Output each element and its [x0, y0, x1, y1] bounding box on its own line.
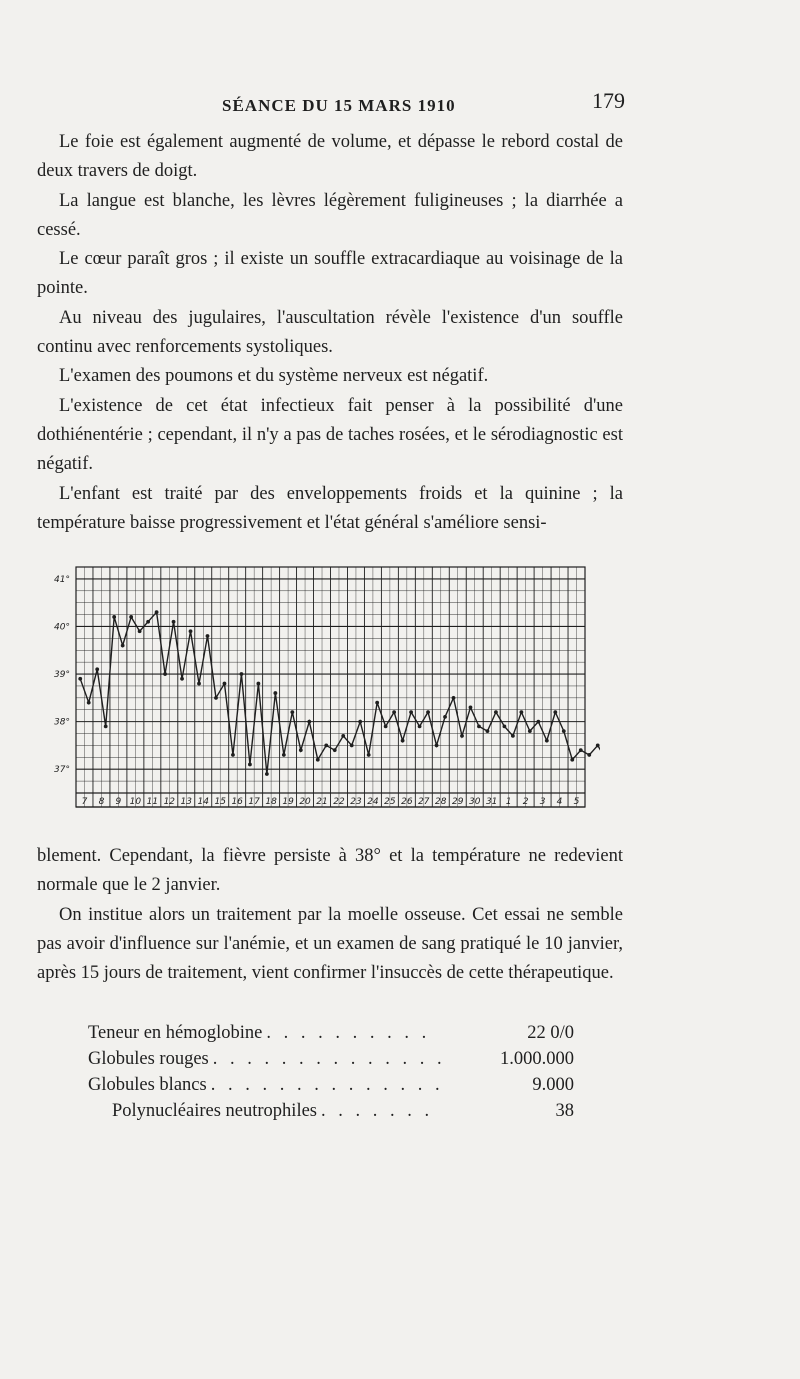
- temperature-point: [486, 729, 490, 733]
- temperature-point: [214, 696, 218, 700]
- temperature-point: [248, 763, 252, 767]
- temperature-point: [172, 620, 176, 624]
- day-tick-label: 30: [468, 797, 481, 807]
- day-tick-label: 13: [180, 797, 193, 807]
- temperature-point: [299, 748, 303, 752]
- day-tick-label: 21: [316, 797, 328, 807]
- temperature-point: [562, 729, 566, 733]
- day-tick-label: 27: [418, 797, 430, 807]
- day-tick-label: 29: [452, 797, 464, 807]
- day-tick-label: 1: [505, 797, 512, 807]
- temperature-point: [375, 701, 379, 705]
- leader-dots: . . . . . . .: [321, 1101, 434, 1121]
- lab-value: 38: [555, 1101, 574, 1121]
- temperature-point: [536, 720, 540, 724]
- day-tick-label: 23: [350, 797, 362, 807]
- temperature-point: [519, 710, 523, 714]
- page-header: [0, 88, 800, 122]
- paragraph: Le cœur paraît gros ; il existe un souffle extracardiaque au voisinage de la pointe.: [37, 249, 623, 299]
- day-tick-label: 5: [573, 797, 580, 807]
- temperature-point: [553, 710, 557, 714]
- running-title: SÉANCE DU 15 MARS 1910: [222, 96, 456, 115]
- paragraph: Le foie est également augmenté de volume, et dépasse le rebord costal de deux travers de doigt.: [37, 132, 623, 182]
- temperature-point: [231, 753, 235, 757]
- temperature-point: [146, 620, 150, 624]
- day-tick-label: 28: [435, 797, 447, 807]
- temperature-point: [409, 710, 413, 714]
- temperature-point: [95, 667, 99, 671]
- body-text-top: [37, 128, 623, 538]
- paragraph-continuation: blement. Cependant, la fièvre persiste à 38° et la température ne redevient normale que le 2 janvier.: [37, 846, 623, 896]
- day-tick-label: 12: [163, 797, 176, 807]
- leader-dots: . . . . . . . . . .: [266, 1023, 431, 1043]
- day-tick-label: 15: [214, 797, 226, 807]
- temperature-point: [460, 734, 464, 738]
- day-tick-label: 10: [129, 797, 142, 807]
- temperature-point: [112, 615, 116, 619]
- temperature-chart-svg: [50, 555, 600, 813]
- temperature-point: [384, 724, 388, 728]
- day-tick-label: 20: [299, 797, 311, 807]
- temperature-point: [138, 629, 142, 633]
- temperature-point: [401, 739, 405, 743]
- paragraph: L'enfant est traité par des enveloppements froids et la quinine ; la température baisse progressivement et l'état général s'améliore sensi-: [37, 483, 623, 533]
- temperature-point: [503, 724, 507, 728]
- y-tick-label: 41°: [54, 574, 70, 585]
- temperature-point: [392, 710, 396, 714]
- lab-value: 9.000: [532, 1075, 574, 1095]
- temperature-point: [265, 772, 269, 776]
- y-tick-label: 37°: [54, 765, 70, 776]
- temperature-point: [469, 705, 473, 709]
- temperature-point: [350, 744, 354, 748]
- temperature-point: [596, 744, 600, 748]
- paragraph: Au niveau des jugulaires, l'auscultation révèle l'existence d'un souffle continu avec renforcements systoliques.: [37, 307, 623, 358]
- temperature-line: [80, 612, 600, 774]
- temperature-point: [155, 610, 159, 614]
- body-text-bottom: [37, 842, 623, 988]
- lab-label: Polynucléaires neutrophiles: [112, 1101, 317, 1121]
- day-tick-label: 17: [248, 797, 260, 807]
- temperature-point: [494, 710, 498, 714]
- temperature-point: [324, 744, 328, 748]
- temperature-point: [570, 758, 574, 762]
- temperature-point: [223, 682, 227, 686]
- lab-row-white-cells: [88, 1072, 574, 1098]
- temperature-point: [240, 672, 244, 676]
- day-tick-label: 11: [146, 797, 159, 807]
- y-tick-label: 40°: [54, 622, 70, 633]
- leader-dots: . . . . . . . . . . . . . .: [210, 1075, 444, 1095]
- temperature-point: [189, 629, 193, 633]
- temperature-point: [163, 672, 167, 676]
- temperature-point: [121, 644, 125, 648]
- temperature-point: [290, 710, 294, 714]
- day-tick-label: 16: [231, 797, 243, 807]
- lab-row-neutrophils: [88, 1098, 574, 1124]
- temperature-point: [180, 677, 184, 681]
- temperature-point: [418, 724, 422, 728]
- temperature-point: [426, 710, 430, 714]
- lab-row-red-cells: [88, 1046, 574, 1072]
- paragraph: On institue alors un traitement par la moelle osseuse. Cet essai ne semble pas avoir d'influence sur l'anémie, et un examen de sang pratiqué le 10 janvier, après 15 jours de traitement, vient confirmer l'insuccès de cette thérapeutique.: [37, 904, 623, 984]
- leader-dots: . . . . . . . . . . . . . .: [212, 1049, 446, 1069]
- paragraph: L'examen des poumons et du système nerveux est négatif.: [59, 366, 489, 387]
- temperature-point: [78, 677, 82, 681]
- day-tick-label: 19: [282, 797, 294, 807]
- temperature-point: [579, 748, 583, 752]
- temperature-point: [443, 715, 447, 719]
- temperature-point: [256, 682, 260, 686]
- temperature-point: [129, 615, 133, 619]
- temperature-point: [545, 739, 549, 743]
- y-tick-label: 38°: [54, 717, 70, 728]
- temperature-point: [197, 682, 201, 686]
- day-tick-label: 25: [384, 797, 396, 807]
- paragraph: La langue est blanche, les lèvres légèrement fuligineuses ; la diarrhée a cessé.: [37, 190, 623, 240]
- temperature-point: [511, 734, 515, 738]
- temperature-point: [435, 744, 439, 748]
- temperature-point: [206, 634, 210, 638]
- lab-value: 1.000.000: [500, 1049, 574, 1069]
- lab-value: 22 0/0: [527, 1023, 574, 1043]
- lab-label: Globules rouges: [88, 1049, 209, 1069]
- lab-row-hemoglobin: [88, 1020, 574, 1046]
- day-tick-label: 26: [401, 797, 413, 807]
- temperature-point: [367, 753, 371, 757]
- day-tick-label: 24: [367, 797, 379, 807]
- temperature-point: [452, 696, 456, 700]
- day-tick-label: 2: [522, 797, 529, 807]
- paragraph: L'existence de cet état infectieux fait penser à la possibilité d'une dothiénentérie ; cependant, il n'y a pas de taches rosées, et le sérodiagnostic est négatif.: [37, 395, 623, 475]
- temperature-point: [316, 758, 320, 762]
- day-tick-label: 7: [81, 797, 88, 807]
- temperature-point: [477, 724, 481, 728]
- temperature-point: [87, 701, 91, 705]
- day-tick-label: 31: [485, 797, 498, 807]
- lab-label: Teneur en hémoglobine: [88, 1023, 263, 1043]
- temperature-point: [358, 720, 362, 724]
- temperature-point: [282, 753, 286, 757]
- temperature-point: [528, 729, 532, 733]
- day-tick-label: 22: [333, 797, 345, 807]
- temperature-point: [104, 724, 108, 728]
- day-tick-label: 4: [556, 797, 563, 807]
- day-tick-label: 18: [265, 797, 277, 807]
- temperature-point: [307, 720, 311, 724]
- day-tick-label: 8: [98, 797, 105, 807]
- lab-label: Globules blancs: [88, 1075, 207, 1095]
- temperature-point: [587, 753, 591, 757]
- y-tick-label: 39°: [54, 670, 70, 681]
- day-tick-label: 3: [539, 797, 546, 807]
- temperature-point: [341, 734, 345, 738]
- day-tick-label: 9: [115, 797, 122, 807]
- page-number: 179: [592, 88, 625, 113]
- temperature-point: [333, 748, 337, 752]
- blood-count-table: [88, 1020, 574, 1124]
- temperature-chart: [50, 555, 600, 813]
- day-tick-label: 14: [197, 797, 209, 807]
- temperature-point: [273, 691, 277, 695]
